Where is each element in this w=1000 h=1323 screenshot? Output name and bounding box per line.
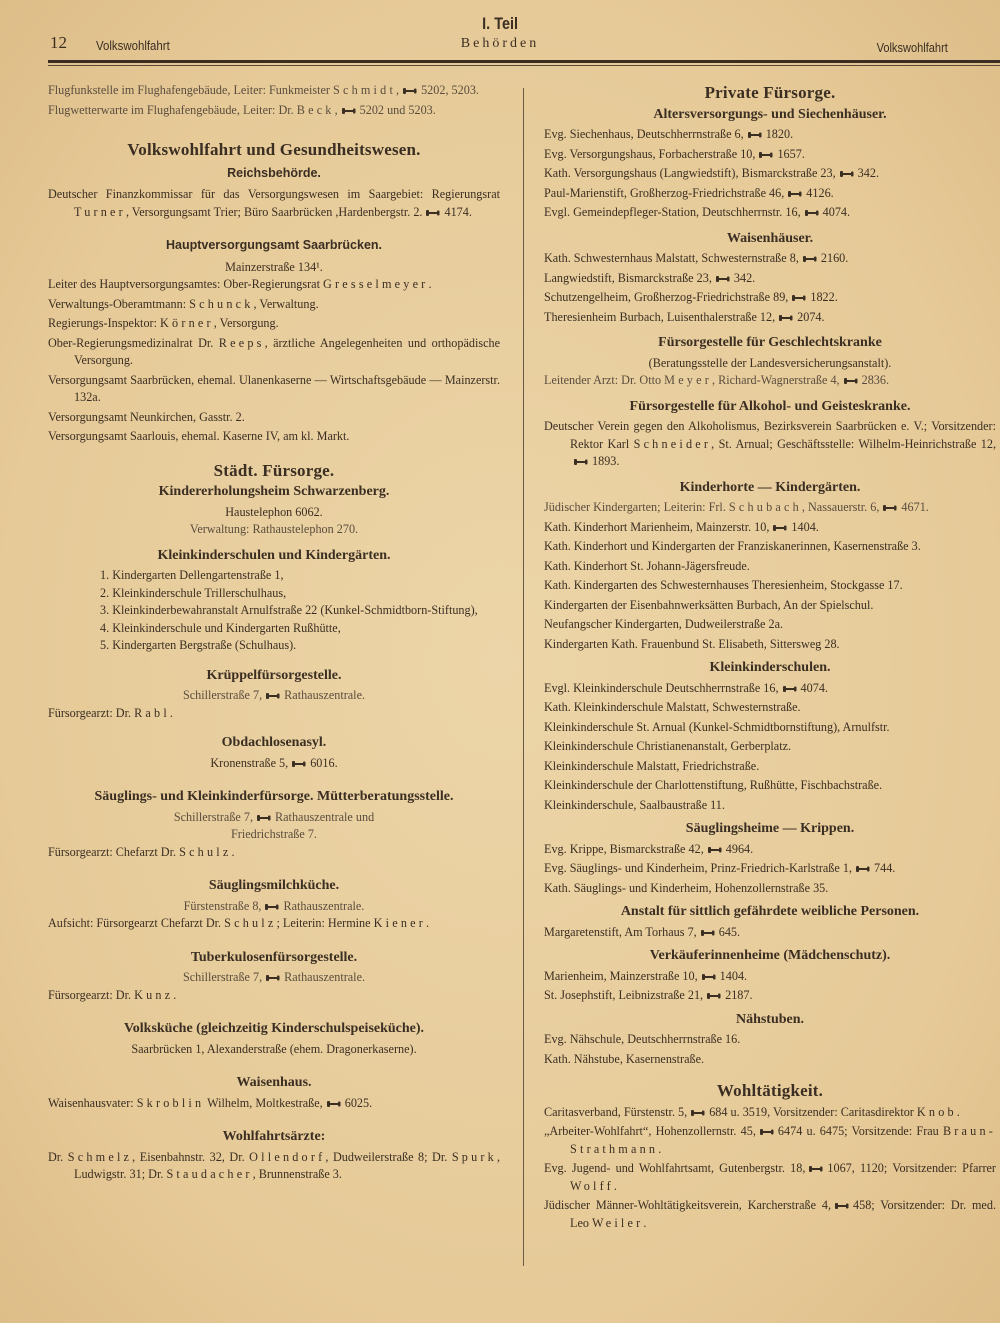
altersversorgung-list bbox=[544, 126, 996, 222]
list-item bbox=[48, 296, 500, 314]
text: Evg. Krippe, Bismarckstraße 42, bbox=[544, 841, 704, 856]
text: , Brunnenstraße 3. bbox=[252, 1167, 342, 1181]
text: Kath. Nähstube, Kasernenstraße. bbox=[544, 1051, 705, 1066]
text: Marienheim, Mainzerstraße 10, bbox=[544, 968, 698, 983]
telephone-icon bbox=[402, 87, 418, 95]
text: Kleinkinderschule, Saalbaustraße 11. bbox=[544, 797, 725, 812]
telephone-icon bbox=[855, 865, 871, 873]
column-divider bbox=[523, 88, 524, 1266]
krippen-list bbox=[544, 841, 996, 898]
entry-geschlechtskranke: Leitender Arzt: Dr. Otto Meyer, Richard-Wagnerstraße 4, 2836. bbox=[544, 373, 890, 387]
address-saeuglingsfuersorge: Schillerstraße 7, Rathauszentrale und bbox=[173, 809, 375, 824]
heading-volkskueche: Volksküche (gleichzeitig Kinderschulspeiseküche). bbox=[123, 1021, 425, 1036]
phone-number: 342. bbox=[733, 270, 756, 285]
list-item bbox=[544, 797, 996, 815]
person-name: Schunck bbox=[189, 296, 254, 311]
list-item bbox=[544, 165, 996, 183]
list-item: 5. Kindergarten Bergstraße (Schulhaus). bbox=[100, 638, 297, 652]
naehstuben-list bbox=[544, 1031, 996, 1068]
person-name: Beck bbox=[296, 102, 335, 117]
list-item bbox=[544, 699, 996, 717]
list-item bbox=[544, 1104, 996, 1122]
telephone-icon bbox=[834, 1202, 850, 1210]
telephone-icon bbox=[701, 973, 717, 981]
list-item bbox=[48, 428, 500, 446]
section-heading-staedt: Städt. Fürsorge. bbox=[213, 460, 335, 480]
text: Kath. Kinderhort St. Johann-Jägersfreude. bbox=[544, 558, 750, 573]
text: Regierungs-Inspektor: bbox=[48, 316, 161, 330]
person-name: Ollendorf bbox=[249, 1149, 326, 1164]
kinderhorte-list bbox=[544, 519, 996, 654]
phone-number: 1404. bbox=[791, 519, 819, 534]
wohltaetigkeit-list bbox=[544, 1104, 996, 1233]
phone-number: 4964. bbox=[725, 841, 754, 856]
waisenhausvater: Waisenhausvater: Skroblin Wilhelm, Moltkestraße, 6025. bbox=[48, 1095, 373, 1110]
telephone-icon bbox=[882, 504, 898, 512]
entry-alkohol: Deutscher Verein gegen den Alkoholismus, Bezirksverein Saarbrücken e. V.; Vorsitzender: Rektor Karl Schneider, St. Arnual; Geschäftsstelle: Wilhelm-Heinrichstraße 12,1893. bbox=[544, 419, 996, 468]
list-item bbox=[544, 185, 996, 203]
phone-number: 6474 u. 6475; bbox=[777, 1124, 848, 1138]
list-item: 2. Kleinkinderschule Trillerschulhaus, bbox=[100, 585, 287, 600]
text: , bbox=[396, 83, 400, 97]
text: Kath. Versorgungshaus (Langwiedstift), Bismarckstraße 23, bbox=[544, 166, 836, 180]
heading-kindererholungsheim: Kindererholungsheim Schwarzenberg. bbox=[158, 484, 390, 499]
list-item bbox=[48, 409, 500, 427]
text: Neufangscher Kindergarten, Dudweilerstraße 2a. bbox=[544, 617, 784, 631]
phone-number: 458; bbox=[853, 1198, 875, 1212]
telephone-icon bbox=[326, 1100, 342, 1108]
header-center bbox=[0, 14, 1000, 52]
section-heading-wohltaetigkeit: Wohltätigkeit. bbox=[716, 1081, 824, 1100]
text: Vorsitzender: Pfarrer bbox=[887, 1161, 996, 1175]
heading-wohlfahrtsaerzte: Wohlfahrtsärzte: bbox=[222, 1129, 326, 1144]
text: Flugfunkstelle im Flughafengebäude, Leiter: Funkmeister bbox=[48, 83, 333, 97]
text: Kleinkinderschule Malstatt, Friedrichstraße. bbox=[544, 758, 760, 773]
entry-juedischer-kindergarten: Jüdischer Kindergarten; Leiterin: Frl. Schubach, Nassauerstr. 6, 4671. bbox=[544, 500, 929, 514]
doctor-saeuglinge: Fürsorgearzt: Chefarzt Dr. Schulz. bbox=[48, 844, 235, 859]
part-title: I. Teil bbox=[482, 14, 518, 33]
text: Kath. Kindergarten des Schwesternhauses Theresienheim, Stockgasse 17. bbox=[544, 578, 903, 592]
waisenhaeuser-list bbox=[544, 250, 996, 326]
phone-number: 645. bbox=[718, 924, 741, 939]
telephone-icon bbox=[706, 992, 722, 1000]
list-item bbox=[544, 204, 996, 222]
list-item bbox=[544, 1051, 996, 1069]
text: Evg. Jugend- und Wohlfahrtsamt, Gutenbergstr. 18, bbox=[544, 1161, 806, 1175]
telephone-icon bbox=[791, 294, 807, 302]
text: Margaretenstift, Am Torhaus 7, bbox=[544, 924, 697, 939]
list-item bbox=[544, 250, 996, 268]
person-name: Körner bbox=[160, 316, 214, 330]
person-name: Reeps bbox=[218, 335, 265, 350]
text: . bbox=[428, 277, 432, 291]
heading-naehstuben: Nähstuben. bbox=[735, 1011, 805, 1027]
list-item bbox=[544, 777, 996, 795]
list-item bbox=[544, 616, 996, 634]
list-item: 4. Kleinkinderschule und Kindergarten Rußhütte, bbox=[100, 620, 341, 635]
heading-anstalt: Anstalt für sittlich gefährdete weibliche Personen. bbox=[620, 904, 920, 919]
address-tuberkulose: Schillerstraße 7, Rathauszentrale. bbox=[182, 970, 366, 984]
phone-number: 5202, 5203. bbox=[421, 83, 479, 97]
text: Kleinkinderschule St. Arnual (Kunkel-Schmidtbornstiftung), Arnulfstr. bbox=[544, 719, 890, 734]
list-item bbox=[544, 680, 996, 698]
text: Kath. Kinderhort Marienheim, Mainzerstr. 10, bbox=[544, 519, 770, 534]
list-item bbox=[544, 880, 996, 898]
list-item bbox=[544, 309, 996, 327]
list-item bbox=[48, 372, 500, 407]
phone-number: 684 u. 3519, bbox=[709, 1104, 771, 1119]
text: Kath. Säuglings- und Kinderheim, Hohenzollernstraße 35. bbox=[544, 880, 829, 895]
header-rule-thin bbox=[48, 65, 1000, 66]
phone-number: 1404. bbox=[719, 968, 748, 983]
list-item bbox=[544, 558, 996, 576]
list-item bbox=[48, 315, 500, 333]
section-heading-private: Private Fürsorge. bbox=[704, 83, 836, 102]
text: , Ludwigstr. 31; Dr. bbox=[74, 1149, 500, 1181]
entry-finanzkommissar: Deutscher Finanzkommissar für das Versorgungswesen im Saargebiet: Regierungsrat Turner, Versorgungsamt Trier; Büro Saarbrücken ,Hardenbergstr. 2. 4174. bbox=[48, 187, 500, 219]
list-item bbox=[544, 987, 996, 1005]
page-number: 12 bbox=[50, 33, 67, 52]
telephone-icon bbox=[772, 524, 788, 532]
text: Verwaltungs-Oberamtmann: bbox=[48, 296, 190, 311]
text: . bbox=[956, 1104, 960, 1119]
list-item bbox=[544, 719, 996, 737]
list-item bbox=[544, 968, 996, 986]
telephone-icon bbox=[700, 929, 716, 937]
person-name: Braun-Strathmann bbox=[570, 1124, 996, 1156]
subheading-hauptversorgungsamt: Hauptversorgungsamt Saarbrücken. bbox=[165, 238, 383, 252]
list-item bbox=[544, 860, 996, 878]
list-item bbox=[544, 1197, 996, 1232]
phone-number: 744. bbox=[874, 861, 896, 875]
address-obdachlosenasyl: Kronenstraße 5, 6016. bbox=[210, 755, 338, 770]
text: , Eisenbahnstr. 32, Dr. bbox=[132, 1149, 250, 1164]
text: Versorgungsamt Saarbrücken, ehemal. Ulanenkaserne — Wirtschaftsgebäude — Mainzerstr. 132a. bbox=[48, 372, 500, 404]
phone-number: 4126. bbox=[806, 185, 834, 200]
heading-alkohol: Fürsorgestelle für Alkohol- und Geisteskranke. bbox=[629, 398, 911, 414]
address-saeuglingsfuersorge-2: Friedrichstraße 7. bbox=[231, 827, 317, 841]
telephone-icon bbox=[802, 255, 818, 263]
telephone-icon bbox=[265, 692, 281, 700]
hauptversorgungsamt-entries bbox=[48, 276, 500, 446]
text: Evg. Versorgungshaus, Forbacherstraße 10, bbox=[544, 146, 756, 161]
text: , ärztliche Angelegenheiten und orthopädische Versorgung. bbox=[74, 335, 500, 367]
text: Flugwetterwarte im Flughafengebäude, Leiter: Dr. bbox=[48, 102, 297, 117]
heading-tuberkulose: Tuberkulosenfürsorgestelle. bbox=[190, 949, 358, 965]
list-item bbox=[544, 270, 996, 288]
address-hauptversorgungsamt: Mainzerstraße 134¹. bbox=[225, 259, 323, 274]
verkaeuferinnen-list bbox=[544, 968, 996, 1005]
person-name: Turner bbox=[74, 204, 126, 219]
list-item bbox=[544, 841, 996, 859]
verwaltung-telephon: Verwaltung: Rathaustelephon 270. bbox=[189, 522, 359, 536]
telephone-icon bbox=[782, 685, 798, 693]
phone-number: 4174. bbox=[444, 204, 472, 219]
text: Evg. Säuglings- und Kinderheim, Prinz-Friedrich-Karlstraße 1, bbox=[544, 861, 853, 875]
person-name: Staudacher bbox=[166, 1167, 253, 1181]
kleinkinderschulen-list bbox=[544, 680, 996, 815]
person-name: Weiler bbox=[592, 1215, 644, 1230]
left-column bbox=[48, 82, 500, 1186]
text: , Versorgung. bbox=[213, 316, 279, 330]
heading-waisenhaus: Waisenhaus. bbox=[236, 1075, 312, 1090]
heading-obdachlosenasyl: Obdachlosenasyl. bbox=[221, 735, 327, 750]
text: Evgl. Gemeindepfleger-Station, Deutschherrnstr. 16, bbox=[544, 205, 801, 219]
telephone-icon bbox=[759, 1128, 775, 1136]
list-item: 1. Kindergarten Dellengartenstraße 1, bbox=[100, 568, 284, 582]
text: , bbox=[334, 102, 338, 117]
list-item bbox=[48, 82, 500, 100]
phone-number: 5202 und 5203. bbox=[359, 102, 436, 117]
list-item: 3. Kleinkinderbewahranstalt Arnulfstraße 22 (Kunkel-Schmidtborn-Stiftung), bbox=[100, 603, 478, 617]
heading-saeuglingsfuersorge: Säuglings- und Kleinkinderfürsorge. Mütterberatungsstelle. bbox=[94, 789, 454, 804]
text: Langwiedstift, Bismarckstraße 23, bbox=[544, 270, 712, 285]
text: Kleinkinderschule der Charlottenstiftung, Rußhütte, Fischbachstraße. bbox=[544, 778, 883, 792]
telephone-icon bbox=[808, 1165, 824, 1173]
phone-number: 2074. bbox=[797, 309, 825, 324]
telephone-icon bbox=[747, 131, 763, 139]
heading-krueppelfuersorge: Krüppelfürsorgestelle. bbox=[206, 667, 342, 683]
address-volkskueche: Saarbrücken 1, Alexanderstraße (ehem. Dragonerkaserne). bbox=[131, 1041, 417, 1056]
text: „Arbeiter-Wohlfahrt“, Hohenzollernstr. 45, bbox=[544, 1124, 756, 1138]
text: Paul-Marienstift, Großherzog-Friedrichstraße 46, bbox=[544, 185, 785, 200]
text: Kindergarten der Eisenbahnwerksätten Burbach, An der Spielschul. bbox=[544, 597, 874, 612]
person-name: Spurk bbox=[451, 1149, 497, 1164]
text: Evgl. Kleinkinderschule Deutschherrnstraße 16, bbox=[544, 680, 779, 695]
person-name: Schmidt bbox=[333, 83, 397, 97]
telephone-icon bbox=[425, 209, 441, 217]
text: Ober-Regierungsmedizinalrat Dr. bbox=[48, 335, 219, 350]
heading-kleinkinderschulen: Kleinkinderschulen. bbox=[709, 660, 831, 675]
phone-number: 4074. bbox=[822, 205, 851, 219]
text: Versorgungsamt Saarlouis, ehemal. Kaserne IV, am kl. Markt. bbox=[48, 429, 350, 443]
telephone-icon bbox=[265, 974, 281, 982]
list-item bbox=[544, 597, 996, 615]
text: Kath. Kleinkinderschule Malstatt, Schwesternstraße. bbox=[544, 700, 801, 714]
telephone-icon bbox=[843, 377, 859, 385]
phone-number: 1822. bbox=[810, 290, 838, 304]
running-title-right: Volkswohlfahrt bbox=[876, 40, 948, 55]
telephone-icon bbox=[778, 314, 794, 322]
text: Evg. Siechenhaus, Deutschherrnstraße 6, bbox=[544, 127, 744, 141]
doctor-krueppel: Fürsorgearzt: Dr. Rabl. bbox=[48, 705, 173, 720]
telephone-icon bbox=[291, 760, 307, 768]
right-column bbox=[544, 82, 996, 1234]
text: Vorsitzender: Caritasdirektor bbox=[770, 1104, 917, 1119]
section-title: Behörden bbox=[460, 36, 540, 51]
kindergarten-list bbox=[100, 567, 500, 655]
text: . bbox=[613, 1178, 617, 1193]
text: Versorgungsamt Neunkirchen, Gasstr. 2. bbox=[48, 409, 245, 424]
list-item bbox=[544, 1123, 996, 1158]
telephone-icon bbox=[573, 458, 589, 466]
list-item bbox=[544, 289, 996, 307]
telephone-icon bbox=[787, 190, 803, 198]
phone-number: 1067, 1120; bbox=[827, 1161, 888, 1175]
text: Kindergarten Kath. Frauenbund St. Elisabeth, Sittersweg 28. bbox=[544, 636, 840, 651]
text: Caritasverband, Fürstenstr. 5, bbox=[544, 1104, 688, 1119]
heading-milchkueche: Säuglingsmilchküche. bbox=[208, 878, 340, 893]
doctor-tuberkulose: Fürsorgearzt: Dr. Kunz. bbox=[48, 987, 177, 1002]
phone-number: 342. bbox=[857, 166, 879, 180]
telephone-icon bbox=[341, 107, 357, 115]
list-item bbox=[544, 636, 996, 654]
list-item bbox=[544, 577, 996, 595]
text: . bbox=[643, 1215, 647, 1230]
telephone-icon bbox=[707, 846, 723, 854]
heading-altersversorgung: Altersversorgungs- und Siechenhäuser. bbox=[653, 106, 887, 122]
list-item bbox=[48, 335, 500, 370]
anstalt-list bbox=[544, 924, 996, 942]
telephone-icon bbox=[804, 209, 820, 217]
text: St. Josephstift, Leibnizstraße 21, bbox=[544, 988, 704, 1002]
list-item bbox=[544, 1031, 996, 1049]
page-header bbox=[0, 0, 1000, 70]
telephone-icon bbox=[256, 814, 272, 822]
text: Leiter des Hauptversorgungsamtes: Ober-Regierungsrat bbox=[48, 277, 324, 291]
list-item bbox=[544, 146, 996, 164]
list-item bbox=[544, 538, 996, 556]
list-item bbox=[48, 276, 500, 294]
section-heading-volkswohlfahrt: Volkswohlfahrt und Gesundheitswesen. bbox=[127, 140, 421, 159]
phone-number: 2160. bbox=[820, 251, 849, 265]
text: , Dudweilerstraße 8; Dr. bbox=[325, 1149, 452, 1164]
telephone-icon bbox=[690, 1109, 706, 1117]
text: Kath. Schwesternhaus Malstatt, Schwesternstraße 8, bbox=[544, 251, 799, 265]
heading-waisenhaeuser: Waisenhäuser. bbox=[726, 230, 814, 246]
heading-kinderhorte: Kinderhorte — Kindergärten. bbox=[679, 479, 861, 495]
running-title-left: Volkswohlfahrt bbox=[96, 38, 170, 53]
text: Vorsitzender: Dr. med. Leo bbox=[570, 1198, 996, 1230]
text: Kath. Kinderhort und Kindergarten der Franziskanerinnen, Kasernenstraße 3. bbox=[544, 539, 921, 553]
phone-number: 1657. bbox=[777, 146, 805, 161]
telephone-icon bbox=[715, 275, 731, 283]
telephone-icon bbox=[839, 170, 855, 178]
subheading-reichsbehoerde: Reichsbehörde. bbox=[227, 165, 321, 180]
list-item bbox=[544, 758, 996, 776]
subtitle-geschlechtskranke: (Beratungsstelle der Landesversicherungsanstalt). bbox=[648, 355, 892, 370]
list-item bbox=[544, 126, 996, 144]
person-name: Schmelz bbox=[67, 1149, 133, 1164]
list-item bbox=[544, 924, 996, 942]
heading-verkaeuferinnenheime: Verkäuferinnenheime (Mädchenschutz). bbox=[649, 948, 891, 963]
list-item bbox=[48, 102, 500, 120]
person-name: Gresselmeyer bbox=[323, 277, 429, 291]
text: Evg. Nähschule, Deutschherrnstraße 16. bbox=[544, 1032, 741, 1046]
telephone-icon bbox=[264, 903, 280, 911]
person-name: Knob bbox=[916, 1104, 957, 1119]
text: , Verwaltung. bbox=[253, 296, 319, 311]
telephone-icon bbox=[758, 151, 774, 159]
aufsicht-milchkueche: Aufsicht: Fürsorgearzt Chefarzt Dr. Schulz; Leiterin: Hermine Kiener. bbox=[48, 916, 430, 930]
address-krueppelfuersorge: Schillerstraße 7, Rathauszentrale. bbox=[182, 688, 366, 702]
text: Schutzengelheim, Großherzog-Friedrichstraße 89, bbox=[544, 290, 789, 304]
heading-krippen: Säuglingsheime — Krippen. bbox=[685, 821, 855, 836]
heading-geschlechtskranke: Fürsorgestelle für Geschlechtskranke bbox=[658, 335, 882, 350]
list-item bbox=[544, 519, 996, 537]
list-item bbox=[544, 1160, 996, 1195]
text: Dr. bbox=[48, 1149, 68, 1164]
text: Jüdischer Männer-Wohltätigkeitsverein, Karcherstraße 4, bbox=[544, 1198, 832, 1212]
text: Vorsitzende: Frau bbox=[847, 1124, 943, 1138]
phone-number: 1820. bbox=[765, 127, 794, 141]
wohlfahrtsaerzte-list bbox=[48, 1149, 500, 1184]
text: Theresienheim Burbach, Luisenthalerstraße 12, bbox=[544, 309, 776, 324]
haustelephon: Haustelephon 6062. bbox=[225, 504, 323, 519]
list-item bbox=[544, 738, 996, 756]
address-milchkueche: Fürstenstraße 8, Rathauszentrale. bbox=[183, 898, 365, 913]
header-rule-thick bbox=[48, 60, 1000, 63]
text: Kleinkinderschule Christianenanstalt, Gerberplatz. bbox=[544, 739, 792, 753]
phone-number: 2187. bbox=[725, 988, 753, 1002]
person-name: Wolff bbox=[570, 1178, 614, 1193]
intro-list bbox=[48, 82, 500, 119]
heading-kleinkinderschulen-kindergaerten: Kleinkinderschulen und Kindergärten. bbox=[157, 547, 391, 563]
phone-number: 4074. bbox=[800, 680, 828, 695]
text: . bbox=[658, 1141, 662, 1156]
